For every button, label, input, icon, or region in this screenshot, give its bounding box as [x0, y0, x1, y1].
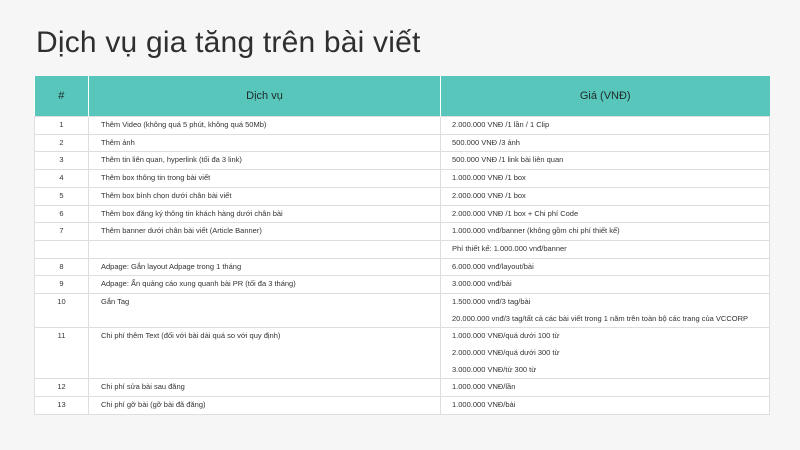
service-name: Gắn Tag — [89, 294, 441, 328]
table-row — [35, 134, 770, 152]
row-number: 10 — [35, 294, 89, 328]
table-row — [35, 379, 770, 397]
price-value: 1.000.000 VNĐ/bài — [452, 400, 516, 410]
service-name: Adpage: Gắn layout Adpage trong 1 tháng — [89, 258, 441, 276]
service-name: Chi phí sửa bài sau đăng — [89, 379, 441, 397]
price-cell — [441, 187, 770, 205]
price-value: 2.000.000 VNĐ /1 box + Chi phí Code — [452, 208, 579, 218]
table-row — [35, 397, 770, 415]
price-value: Phí thiết kế: 1.000.000 vnđ/banner — [452, 243, 567, 253]
service-name: Thêm box bình chọn dưới chân bài viết — [89, 187, 441, 205]
table-row — [35, 117, 770, 135]
price-cell — [441, 117, 770, 135]
price-cell — [441, 328, 770, 379]
table-row — [35, 258, 770, 276]
price-value: 1.000.000 vnđ/banner (không gồm chi phí thiết kế) — [452, 226, 620, 236]
price-value: 1.000.000 VNĐ/quá dưới 100 từ — [452, 331, 560, 341]
price-cell — [441, 170, 770, 188]
price-cell — [441, 240, 770, 258]
price-cell — [441, 397, 770, 415]
price-value: 20.000.000 vnđ/3 tag/tất cả các bài viết trong 1 năm trên toàn bộ các trang của VCCORP — [452, 313, 749, 323]
row-number: 1 — [35, 117, 89, 135]
header-price: Giá (VNĐ) — [441, 76, 770, 117]
table-body — [35, 117, 770, 415]
price-cell — [441, 223, 770, 241]
price-value: 1.000.000 VNĐ /1 box — [452, 173, 526, 183]
service-name: Thêm tin liên quan, hyperlink (tối đa 3 link) — [89, 152, 441, 170]
price-cell — [441, 294, 770, 328]
table-row — [35, 223, 770, 241]
service-name: Thêm Video (không quá 5 phút, không quá 50Mb) — [89, 117, 441, 135]
price-value: 3.000.000 VNĐ/từ 300 từ — [452, 364, 537, 374]
price-value: 1.500.000 vnđ/3 tag/bài — [452, 297, 531, 307]
price-cell — [441, 134, 770, 152]
service-name: Thêm ảnh — [89, 134, 441, 152]
price-value: 500.000 VNĐ /3 ảnh — [452, 137, 520, 147]
service-name: Chi phí thêm Text (đối với bài dài quá so với quy định) — [89, 328, 441, 379]
table-header-row — [35, 76, 770, 117]
table-row — [35, 152, 770, 170]
price-cell — [441, 276, 770, 294]
row-number — [35, 240, 89, 258]
table-row — [35, 294, 770, 328]
row-number: 3 — [35, 152, 89, 170]
service-name: Adpage: Ẩn quảng cáo xung quanh bài PR (tối đa 3 tháng) — [89, 276, 441, 294]
row-number: 2 — [35, 134, 89, 152]
row-number: 4 — [35, 170, 89, 188]
table-row — [35, 276, 770, 294]
price-cell — [441, 258, 770, 276]
row-number: 6 — [35, 205, 89, 223]
table-row — [35, 170, 770, 188]
price-value: 2.000.000 VNĐ /1 box — [452, 190, 526, 200]
service-name: Thêm box đăng ký thông tin khách hàng dưới chân bài — [89, 205, 441, 223]
header-number: # — [35, 76, 89, 117]
price-value: 2.000.000 VNĐ/quá dưới 300 từ — [452, 348, 560, 358]
services-price-table — [34, 76, 770, 415]
price-value: 3.000.000 vnđ/bài — [452, 279, 512, 289]
service-name: Thêm banner dưới chân bài viết (Article Banner) — [89, 223, 441, 241]
row-number: 13 — [35, 397, 89, 415]
row-number: 8 — [35, 258, 89, 276]
table-row — [35, 205, 770, 223]
row-number: 7 — [35, 223, 89, 241]
price-value: 2.000.000 VNĐ /1 lần / 1 Clip — [452, 120, 550, 129]
price-cell — [441, 152, 770, 170]
row-number: 12 — [35, 379, 89, 397]
price-cell — [441, 205, 770, 223]
price-value: 6.000.000 vnđ/layout/bài — [452, 261, 534, 271]
price-value: 1.000.000 VNĐ/lần — [452, 382, 516, 392]
service-name: Chi phí gỡ bài (gỡ bài đã đăng) — [89, 397, 441, 415]
table-row — [35, 187, 770, 205]
service-name — [89, 240, 441, 258]
row-number: 5 — [35, 187, 89, 205]
service-name: Thêm box thông tin trong bài viết — [89, 170, 441, 188]
price-value: 500.000 VNĐ /1 link bài liên quan — [452, 155, 564, 165]
row-number: 11 — [35, 328, 89, 379]
price-cell — [441, 379, 770, 397]
row-number: 9 — [35, 276, 89, 294]
table-row — [35, 240, 770, 258]
page-title: Dịch vụ gia tăng trên bài viết — [36, 26, 421, 59]
header-service: Dịch vụ — [89, 76, 441, 117]
table-row — [35, 328, 770, 379]
